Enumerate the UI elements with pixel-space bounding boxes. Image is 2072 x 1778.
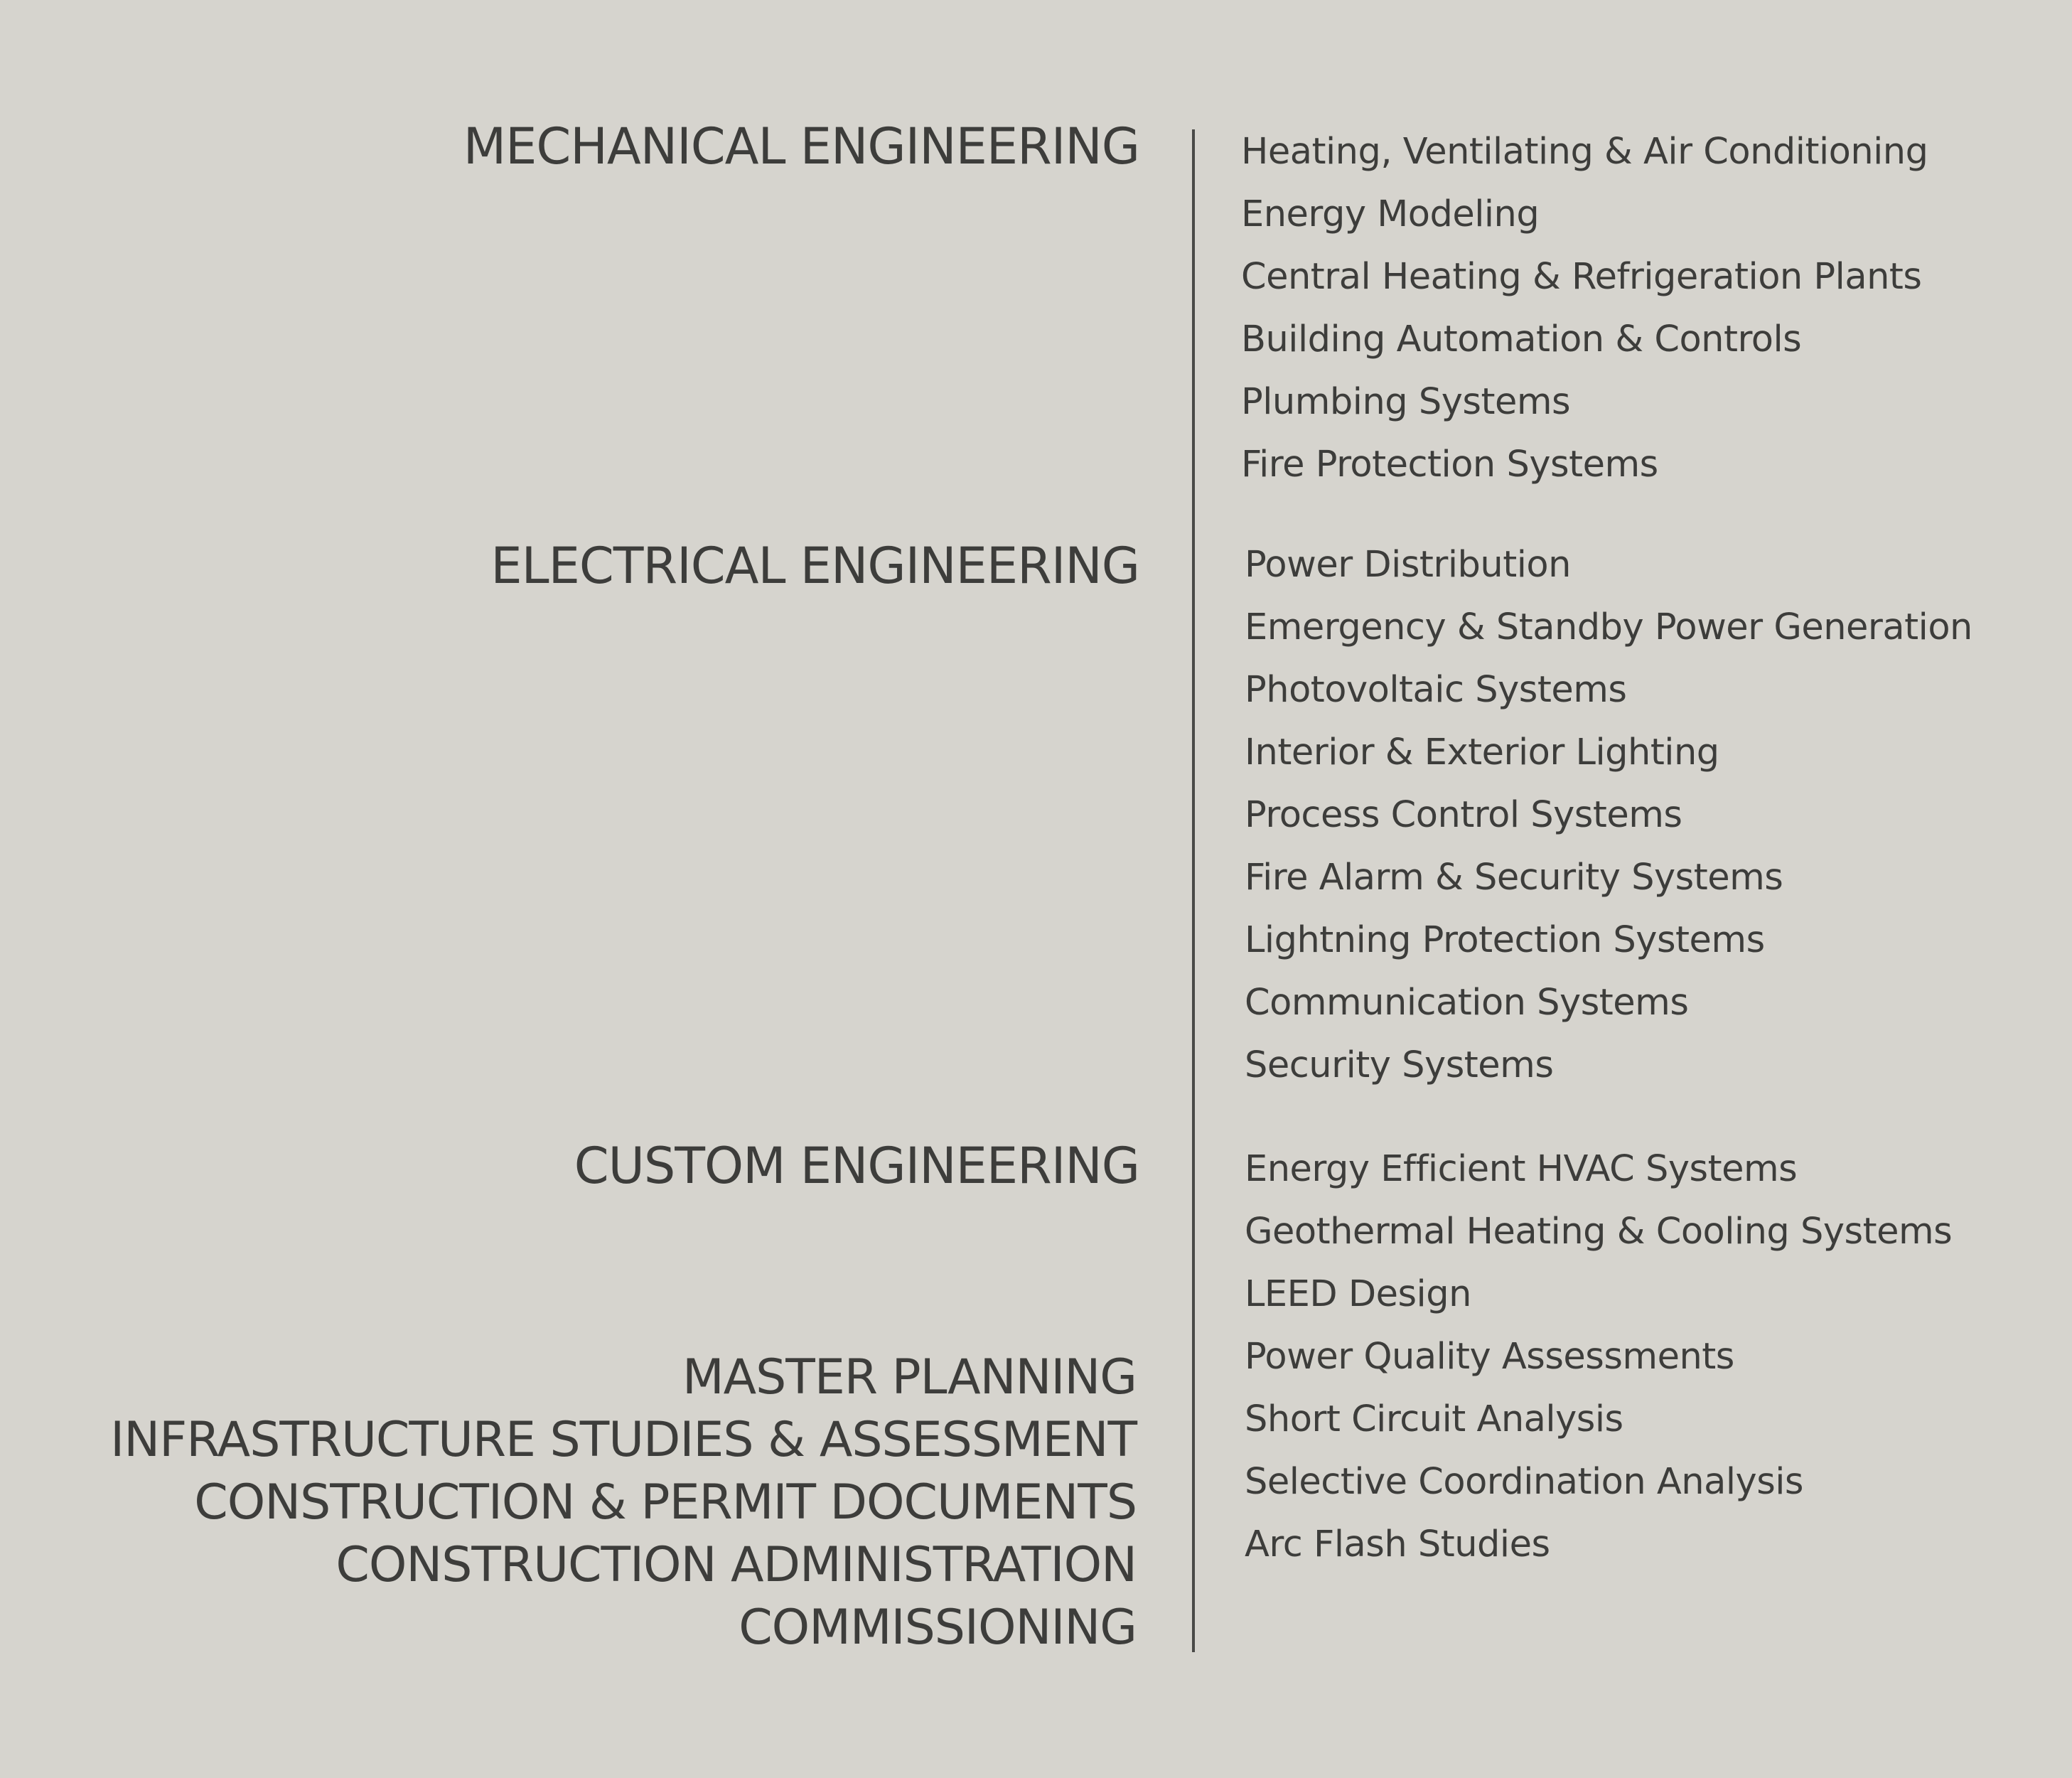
list-item: Security Systems xyxy=(1245,1044,1554,1086)
list-item: Communication Systems xyxy=(1245,982,1689,1024)
mechanical-engineering-heading: MECHANICAL ENGINEERING xyxy=(463,117,1139,176)
list-item: Central Heating & Refrigeration Plants xyxy=(1241,256,1922,298)
list-item: Power Quality Assessments xyxy=(1245,1336,1734,1378)
custom-engineering-heading: CUSTOM ENGINEERING xyxy=(574,1137,1139,1195)
list-item: Energy Efficient HVAC Systems xyxy=(1245,1148,1798,1190)
list-item: Emergency & Standby Power Generation xyxy=(1245,606,1972,648)
list-item: Plumbing Systems xyxy=(1241,381,1571,423)
vertical-divider xyxy=(1192,129,1195,1652)
list-item: Power Distribution xyxy=(1245,544,1571,586)
custom-services-list xyxy=(1245,1138,1952,1576)
list-item: Fire Alarm & Security Systems xyxy=(1245,857,1783,899)
list-item: Energy Modeling xyxy=(1241,193,1540,235)
phase-item: COMMISSIONING xyxy=(739,1600,1137,1656)
list-item: Heating, Ventilating & Air Conditioning xyxy=(1241,131,1928,173)
list-item: Lightning Protection Systems xyxy=(1245,919,1765,961)
list-item: Interior & Exterior Lighting xyxy=(1245,732,1719,773)
project-phases-list xyxy=(110,1346,1137,1659)
list-item: Fire Protection Systems xyxy=(1241,444,1658,486)
electrical-engineering-heading: ELECTRICAL ENGINEERING xyxy=(490,537,1139,595)
list-item: Short Circuit Analysis xyxy=(1245,1398,1623,1440)
list-item: Arc Flash Studies xyxy=(1245,1523,1550,1565)
list-item: LEED Design xyxy=(1245,1273,1471,1315)
list-item: Process Control Systems xyxy=(1245,794,1682,836)
list-item: Building Automation & Controls xyxy=(1241,318,1802,360)
mechanical-services-list xyxy=(1241,121,1928,496)
phase-item: CONSTRUCTION & PERMIT DOCUMENTS xyxy=(194,1474,1137,1531)
phase-item: MASTER PLANNING xyxy=(682,1349,1137,1405)
phase-item: INFRASTRUCTURE STUDIES & ASSESSMENT xyxy=(110,1412,1137,1468)
list-item: Photovoltaic Systems xyxy=(1245,669,1627,711)
list-item: Selective Coordination Analysis xyxy=(1245,1461,1804,1503)
electrical-services-list xyxy=(1245,534,1972,1097)
list-item: Geothermal Heating & Cooling Systems xyxy=(1245,1211,1953,1253)
phase-item: CONSTRUCTION ADMINISTRATION xyxy=(336,1537,1137,1593)
